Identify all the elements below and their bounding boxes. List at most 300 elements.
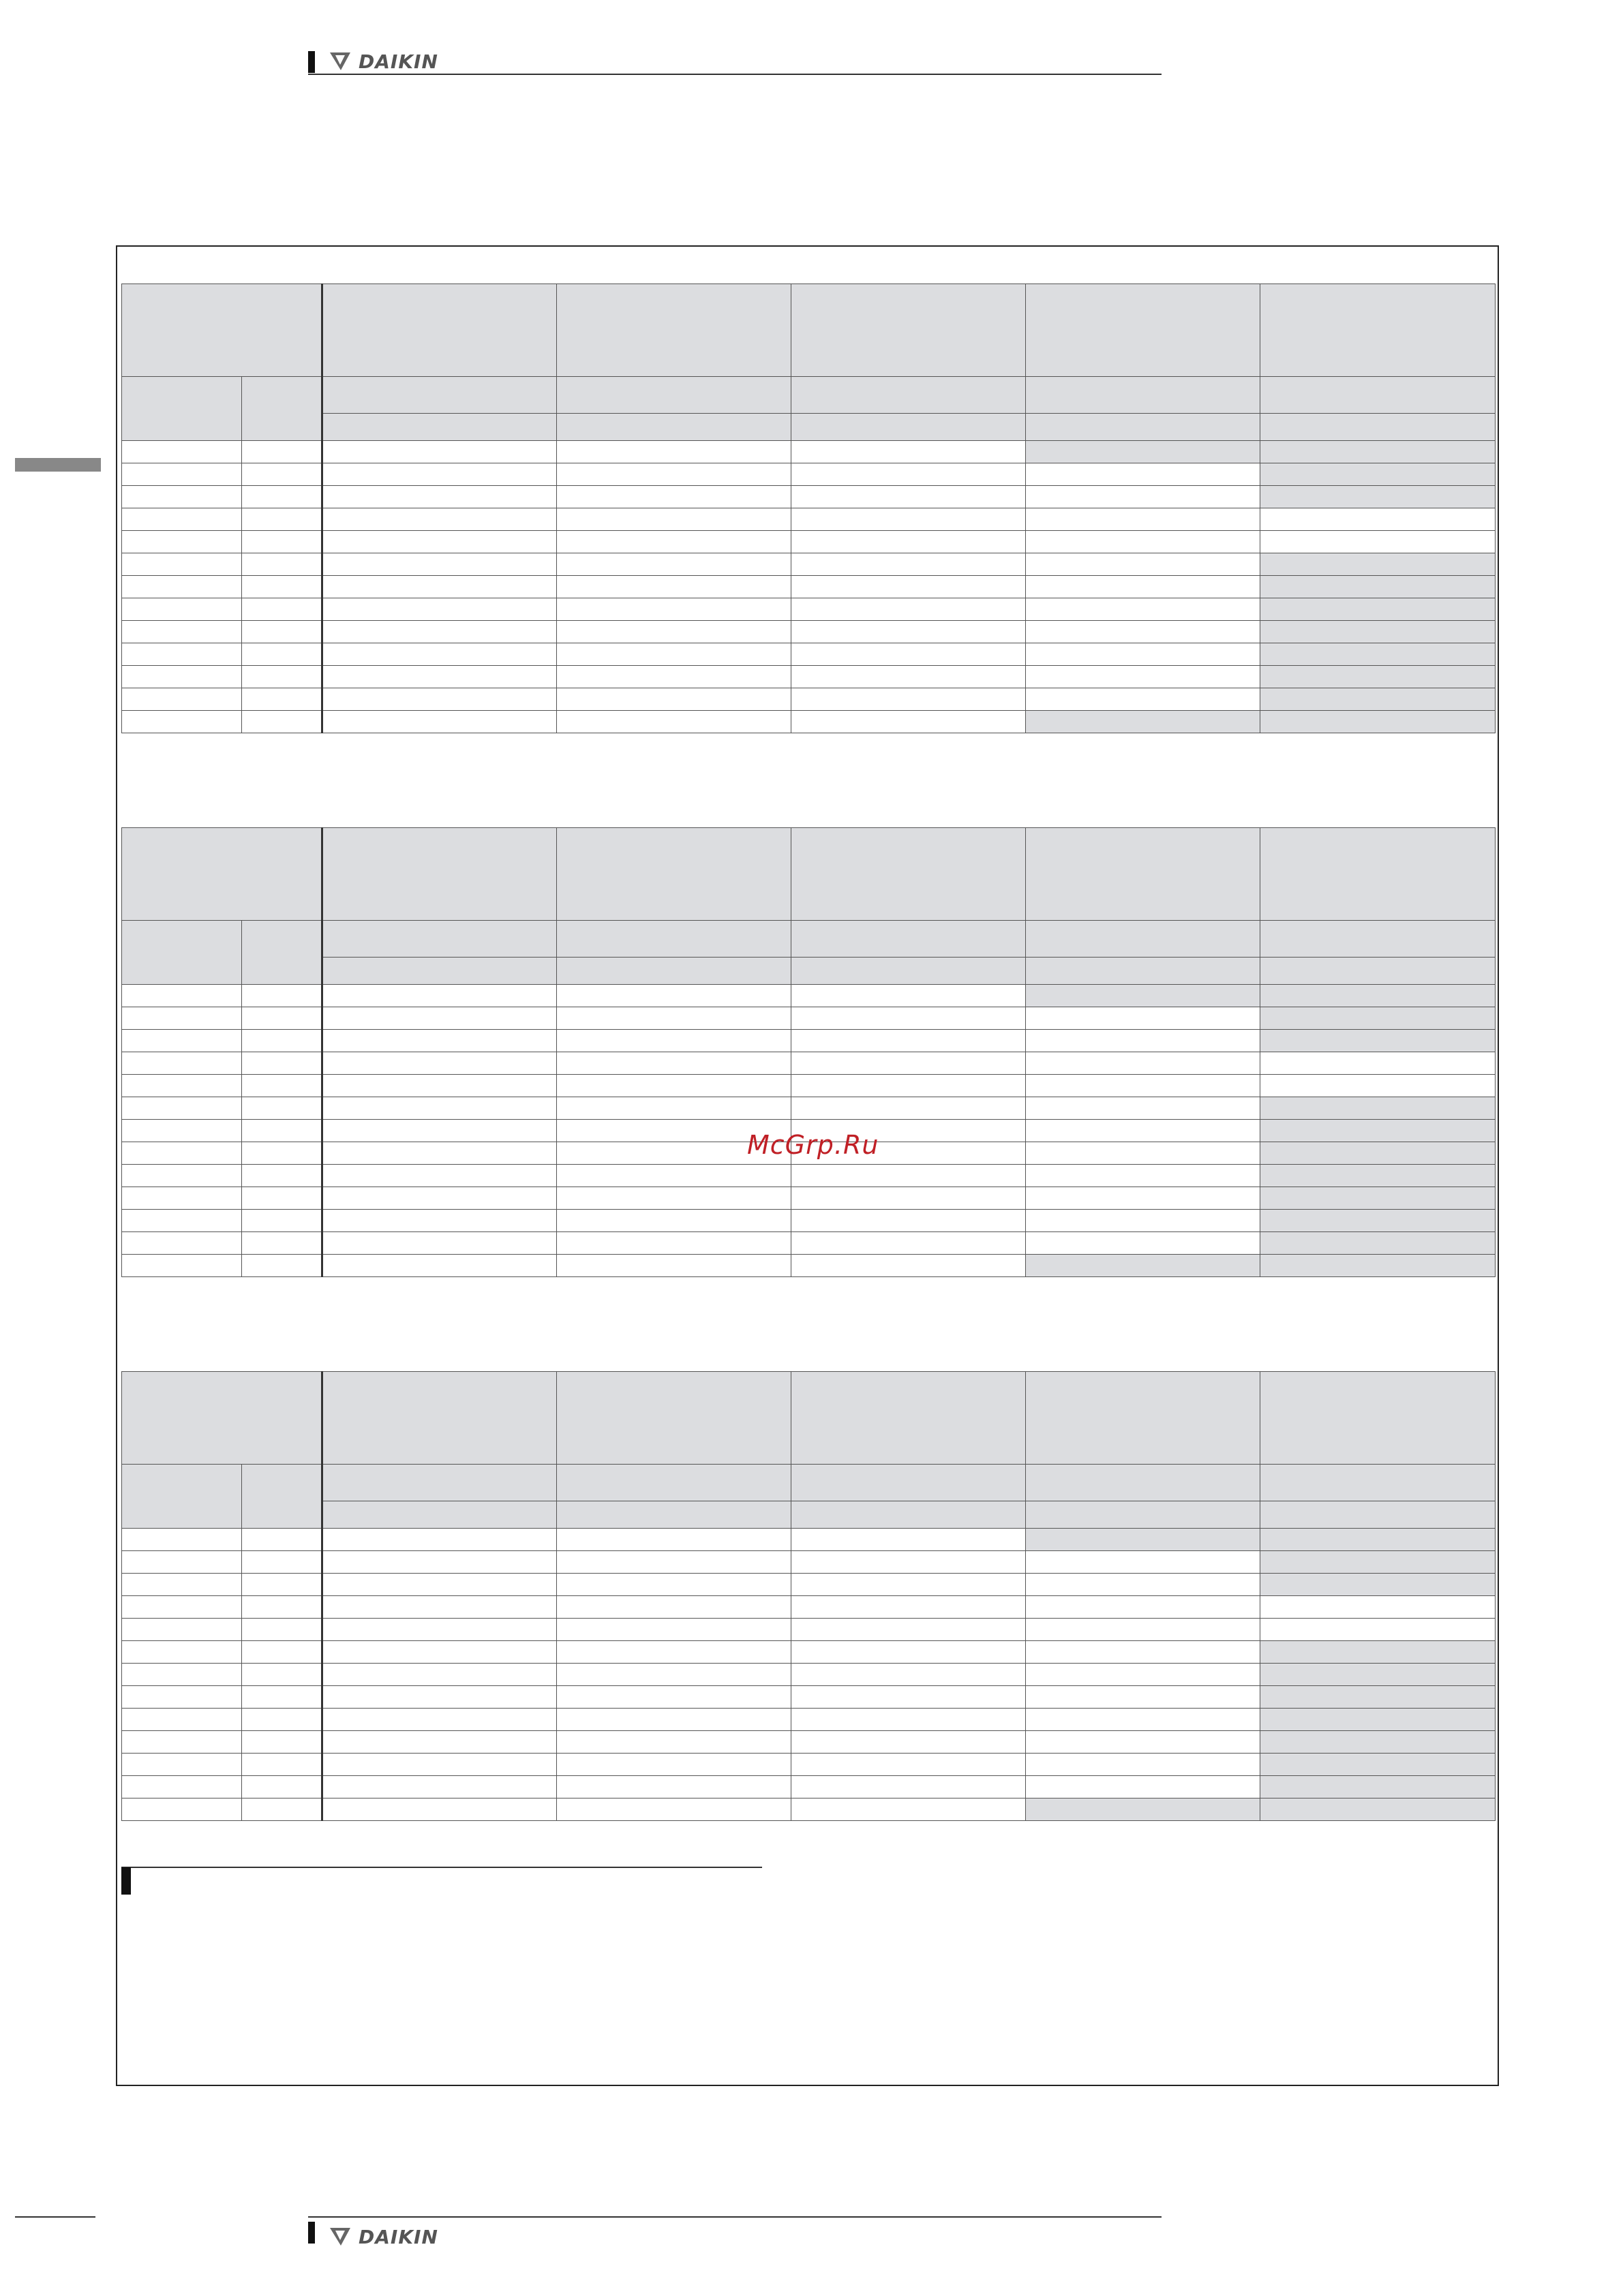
subheader-cell — [557, 921, 791, 958]
row-label-cell — [122, 441, 242, 463]
row-label-cell — [122, 1551, 242, 1574]
table-row — [122, 1641, 1496, 1664]
unit-cell — [791, 414, 1026, 441]
row-label-cell — [122, 1619, 242, 1641]
unit-cell — [322, 958, 557, 985]
table-row — [122, 1798, 1496, 1821]
table-cell — [1026, 1255, 1260, 1277]
table-cell — [1026, 1574, 1260, 1596]
table-cell — [322, 1596, 557, 1619]
row-label-cell — [122, 463, 242, 486]
table-cell — [1260, 1776, 1496, 1798]
table-cell — [557, 1551, 791, 1574]
table-cell — [791, 576, 1026, 598]
table-cell — [557, 1165, 791, 1187]
table-cell — [791, 1731, 1026, 1754]
table-cell — [322, 1007, 557, 1030]
row-label-cell — [122, 1255, 242, 1277]
table-row — [122, 1255, 1496, 1277]
row-label-cell — [122, 1686, 242, 1709]
table-cell — [1260, 1210, 1496, 1232]
row-label-cell — [242, 1664, 322, 1686]
subheader-cell — [122, 1465, 242, 1529]
table-cell — [791, 1641, 1026, 1664]
table-cell — [322, 1731, 557, 1754]
table-cell — [791, 1210, 1026, 1232]
row-label-cell — [242, 486, 322, 508]
footer-brand-text: DAIKIN — [359, 2225, 438, 2248]
table-cell — [791, 1052, 1026, 1075]
watermark-text: McGrp.Ru — [747, 1130, 879, 1160]
row-label-cell — [122, 486, 242, 508]
row-label-cell — [122, 1709, 242, 1731]
table-cell — [1260, 621, 1496, 643]
table-cell — [791, 1664, 1026, 1686]
table-row — [122, 1754, 1496, 1776]
table-cell — [1260, 1030, 1496, 1052]
table-cell — [1026, 1686, 1260, 1709]
column-header-cell — [791, 1372, 1026, 1465]
row-label-cell — [122, 1165, 242, 1187]
subheader-cell — [557, 377, 791, 414]
table-cell — [791, 1754, 1026, 1776]
table-cell — [557, 1075, 791, 1097]
spec-table-3 — [121, 1371, 1496, 1821]
table-cell — [557, 1097, 791, 1120]
table-cell — [1260, 711, 1496, 733]
table-cell — [1026, 666, 1260, 688]
table-cell — [557, 531, 791, 553]
column-header-cell — [1260, 828, 1496, 921]
row-label-cell — [242, 598, 322, 621]
subheader-cell — [322, 921, 557, 958]
column-header-cell — [322, 284, 557, 377]
page-header — [308, 48, 1162, 75]
subheader-cell — [322, 377, 557, 414]
table-row — [122, 1709, 1496, 1731]
table-row — [122, 553, 1496, 576]
table-cell — [791, 441, 1026, 463]
table-cell — [557, 1731, 791, 1754]
table-cell — [1260, 1574, 1496, 1596]
column-header-cell — [1026, 828, 1260, 921]
table-cell — [557, 1686, 791, 1709]
row-label-cell — [122, 1052, 242, 1075]
row-label-cell — [122, 1232, 242, 1255]
table-cell — [557, 666, 791, 688]
column-header-cell — [1026, 1372, 1260, 1465]
table-cell — [1260, 643, 1496, 666]
table-row — [122, 1619, 1496, 1641]
table-row — [122, 688, 1496, 711]
table-row — [122, 985, 1496, 1007]
row-label-cell — [242, 711, 322, 733]
table-cell — [1026, 1097, 1260, 1120]
row-label-cell — [122, 1641, 242, 1664]
table-cell — [791, 1097, 1026, 1120]
table-cell — [557, 1255, 791, 1277]
subheader-cell — [791, 921, 1026, 958]
table-cell — [1260, 508, 1496, 531]
table-cell — [1260, 486, 1496, 508]
row-label-cell — [242, 643, 322, 666]
table-cell — [1026, 1165, 1260, 1187]
row-label-cell — [122, 598, 242, 621]
row-label-cell — [242, 1075, 322, 1097]
table-cell — [791, 1165, 1026, 1187]
table-cell — [1260, 1731, 1496, 1754]
table-cell — [557, 1007, 791, 1030]
table-cell — [791, 1232, 1026, 1255]
row-label-cell — [122, 1596, 242, 1619]
table-cell — [1026, 1120, 1260, 1142]
row-label-cell — [242, 553, 322, 576]
unit-cell — [1026, 958, 1260, 985]
table-cell — [791, 621, 1026, 643]
table-cell — [1026, 1641, 1260, 1664]
row-label-cell — [242, 985, 322, 1007]
table-cell — [1260, 1664, 1496, 1686]
row-label-cell — [122, 1574, 242, 1596]
unit-cell — [557, 414, 791, 441]
table-cell — [1026, 553, 1260, 576]
spec-table-2 — [121, 827, 1496, 1277]
table-cell — [557, 1664, 791, 1686]
table-cell — [557, 621, 791, 643]
daikin-logo — [327, 2223, 438, 2250]
subheader-cell — [1260, 921, 1496, 958]
table-cell — [557, 1619, 791, 1641]
row-label-cell — [122, 711, 242, 733]
table-cell — [1026, 463, 1260, 486]
table-cell — [1026, 1596, 1260, 1619]
table-cell — [322, 576, 557, 598]
table-cell — [1026, 1142, 1260, 1165]
table-cell — [557, 508, 791, 531]
table-cell — [557, 1210, 791, 1232]
footer-marker — [308, 2222, 315, 2244]
table-cell — [1260, 1798, 1496, 1821]
table-cell — [791, 688, 1026, 711]
table-cell — [1026, 1709, 1260, 1731]
row-label-cell — [242, 1731, 322, 1754]
table-row — [122, 508, 1496, 531]
table-cell — [322, 486, 557, 508]
spec-table-1 — [121, 284, 1496, 733]
table-cell — [322, 1075, 557, 1097]
column-header-cell — [557, 1372, 791, 1465]
row-label-cell — [242, 1142, 322, 1165]
table-row — [122, 463, 1496, 486]
row-label-cell — [242, 1529, 322, 1551]
table-cell — [791, 1596, 1026, 1619]
table-cell — [1260, 598, 1496, 621]
table-cell — [557, 553, 791, 576]
row-label-cell — [122, 688, 242, 711]
header-rule — [308, 74, 1162, 75]
table-cell — [791, 1686, 1026, 1709]
table-cell — [791, 463, 1026, 486]
row-label-cell — [242, 1574, 322, 1596]
column-header-cell — [791, 828, 1026, 921]
table-cell — [1026, 1052, 1260, 1075]
table-cell — [557, 985, 791, 1007]
table-row — [122, 1551, 1496, 1574]
subheader-cell — [122, 377, 242, 441]
table-cell — [791, 1255, 1026, 1277]
row-label-cell — [122, 1529, 242, 1551]
table-cell — [322, 598, 557, 621]
subheader-cell — [557, 1465, 791, 1501]
table-cell — [1026, 1551, 1260, 1574]
row-label-cell — [242, 1798, 322, 1821]
row-label-cell — [122, 1210, 242, 1232]
table-row — [122, 1165, 1496, 1187]
table-cell — [791, 1030, 1026, 1052]
row-label-cell — [242, 1232, 322, 1255]
subheader-cell — [242, 921, 322, 985]
footer-left-rule — [15, 2216, 95, 2218]
row-label-cell — [242, 1007, 322, 1030]
table-cell — [1026, 576, 1260, 598]
table-cell — [557, 1754, 791, 1776]
table-row — [122, 1731, 1496, 1754]
table-cell — [557, 1187, 791, 1210]
table-cell — [791, 711, 1026, 733]
column-header-cell — [322, 828, 557, 921]
table-row — [122, 1210, 1496, 1232]
table-cell — [322, 1255, 557, 1277]
table-cell — [557, 1574, 791, 1596]
table-cell — [1260, 1641, 1496, 1664]
row-label-cell — [122, 1664, 242, 1686]
table-cell — [791, 1529, 1026, 1551]
row-label-cell — [242, 1052, 322, 1075]
table-cell — [1260, 1120, 1496, 1142]
table-cell — [1260, 531, 1496, 553]
table-row — [122, 1596, 1496, 1619]
table-cell — [557, 711, 791, 733]
column-header-cell — [322, 1372, 557, 1465]
table-row — [122, 666, 1496, 688]
table-cell — [322, 1165, 557, 1187]
table-cell — [322, 1120, 557, 1142]
table-row — [122, 1030, 1496, 1052]
table-cell — [322, 985, 557, 1007]
daikin-logo — [327, 48, 438, 75]
row-label-cell — [242, 1776, 322, 1798]
table-cell — [791, 531, 1026, 553]
table-cell — [557, 1596, 791, 1619]
table-row — [122, 1686, 1496, 1709]
table-cell — [557, 1030, 791, 1052]
header-cell — [122, 284, 322, 377]
table-cell — [1260, 1142, 1496, 1165]
row-label-cell — [242, 1120, 322, 1142]
table-row — [122, 576, 1496, 598]
table-cell — [322, 1574, 557, 1596]
table-cell — [1026, 1619, 1260, 1641]
row-label-cell — [122, 1007, 242, 1030]
table-cell — [322, 531, 557, 553]
row-label-cell — [242, 1210, 322, 1232]
table-cell — [1026, 1798, 1260, 1821]
table-row — [122, 621, 1496, 643]
row-label-cell — [242, 621, 322, 643]
table-cell — [322, 1529, 557, 1551]
table-cell — [1260, 1052, 1496, 1075]
table-cell — [322, 1187, 557, 1210]
unit-cell — [791, 1501, 1026, 1529]
section-marker — [121, 1867, 131, 1895]
table-cell — [1260, 553, 1496, 576]
table-cell — [791, 1776, 1026, 1798]
table-cell — [557, 1529, 791, 1551]
unit-cell — [1260, 414, 1496, 441]
row-label-cell — [122, 1142, 242, 1165]
table-cell — [1260, 1596, 1496, 1619]
daikin-logo-icon — [327, 2226, 354, 2247]
table-row — [122, 1574, 1496, 1596]
table-cell — [791, 643, 1026, 666]
table-cell — [322, 463, 557, 486]
table-cell — [1026, 621, 1260, 643]
table-cell — [791, 1709, 1026, 1731]
unit-cell — [1260, 958, 1496, 985]
daikin-logo-icon — [327, 51, 354, 72]
subheader-cell — [791, 1465, 1026, 1501]
table-cell — [1260, 1619, 1496, 1641]
table-cell — [322, 1686, 557, 1709]
table-row — [122, 1232, 1496, 1255]
unit-cell — [791, 958, 1026, 985]
row-label-cell — [242, 1097, 322, 1120]
page-footer — [308, 2216, 1162, 2248]
unit-cell — [557, 958, 791, 985]
table-cell — [322, 1754, 557, 1776]
table-cell — [557, 1709, 791, 1731]
header-marker — [308, 51, 315, 73]
table-cell — [1260, 576, 1496, 598]
table-cell — [322, 1551, 557, 1574]
unit-cell — [1026, 414, 1260, 441]
row-label-cell — [122, 1120, 242, 1142]
table-cell — [791, 508, 1026, 531]
table-cell — [1026, 1731, 1260, 1754]
table-cell — [557, 463, 791, 486]
table-cell — [557, 1052, 791, 1075]
table-cell — [322, 1030, 557, 1052]
header-cell — [122, 1372, 322, 1465]
table-cell — [791, 1798, 1026, 1821]
subheader-cell — [242, 1465, 322, 1529]
table-cell — [1260, 1075, 1496, 1097]
table-cell — [1026, 486, 1260, 508]
table-cell — [1260, 1551, 1496, 1574]
column-header-cell — [557, 284, 791, 377]
table-cell — [791, 486, 1026, 508]
table-cell — [322, 441, 557, 463]
table-cell — [1026, 643, 1260, 666]
table-cell — [791, 1187, 1026, 1210]
table-cell — [1026, 598, 1260, 621]
subheader-cell — [122, 921, 242, 985]
table-cell — [791, 1619, 1026, 1641]
footer-rule — [308, 2216, 1162, 2218]
table-cell — [557, 1798, 791, 1821]
table-cell — [1026, 531, 1260, 553]
table-cell — [322, 711, 557, 733]
table-cell — [1260, 1165, 1496, 1187]
table-row — [122, 598, 1496, 621]
row-label-cell — [122, 985, 242, 1007]
table-cell — [322, 1619, 557, 1641]
table-cell — [1260, 441, 1496, 463]
row-label-cell — [122, 1097, 242, 1120]
row-label-cell — [242, 666, 322, 688]
column-header-cell — [791, 284, 1026, 377]
table-cell — [1026, 1232, 1260, 1255]
table-cell — [322, 1798, 557, 1821]
section-rule — [121, 1867, 762, 1868]
row-label-cell — [122, 508, 242, 531]
table-cell — [791, 1075, 1026, 1097]
row-label-cell — [242, 1596, 322, 1619]
table-cell — [1026, 1007, 1260, 1030]
subheader-cell — [1260, 377, 1496, 414]
row-label-cell — [242, 1619, 322, 1641]
table-row — [122, 1187, 1496, 1210]
table-cell — [1026, 1210, 1260, 1232]
subheader-cell — [1260, 1465, 1496, 1501]
table-cell — [1026, 1030, 1260, 1052]
row-label-cell — [242, 576, 322, 598]
table-cell — [1026, 1664, 1260, 1686]
table-cell — [1026, 688, 1260, 711]
row-label-cell — [122, 553, 242, 576]
subheader-cell — [322, 1465, 557, 1501]
column-header-cell — [1026, 284, 1260, 377]
table-cell — [1026, 1529, 1260, 1551]
table-cell — [791, 553, 1026, 576]
table-cell — [322, 1232, 557, 1255]
row-label-cell — [242, 1709, 322, 1731]
table-cell — [557, 598, 791, 621]
header-brand-text: DAIKIN — [359, 50, 438, 73]
table-row — [122, 441, 1496, 463]
column-header-cell — [557, 828, 791, 921]
row-label-cell — [242, 1754, 322, 1776]
table-row — [122, 1529, 1496, 1551]
subheader-cell — [791, 377, 1026, 414]
row-label-cell — [122, 576, 242, 598]
table-cell — [322, 643, 557, 666]
table-cell — [322, 1052, 557, 1075]
table-row — [122, 643, 1496, 666]
row-label-cell — [242, 1255, 322, 1277]
table-cell — [1260, 1187, 1496, 1210]
table-cell — [1260, 985, 1496, 1007]
table-row — [122, 711, 1496, 733]
table-cell — [791, 1551, 1026, 1574]
table-cell — [322, 621, 557, 643]
row-label-cell — [122, 643, 242, 666]
table-cell — [1026, 441, 1260, 463]
row-label-cell — [242, 688, 322, 711]
table-row — [122, 1097, 1496, 1120]
row-label-cell — [122, 531, 242, 553]
row-label-cell — [122, 1731, 242, 1754]
